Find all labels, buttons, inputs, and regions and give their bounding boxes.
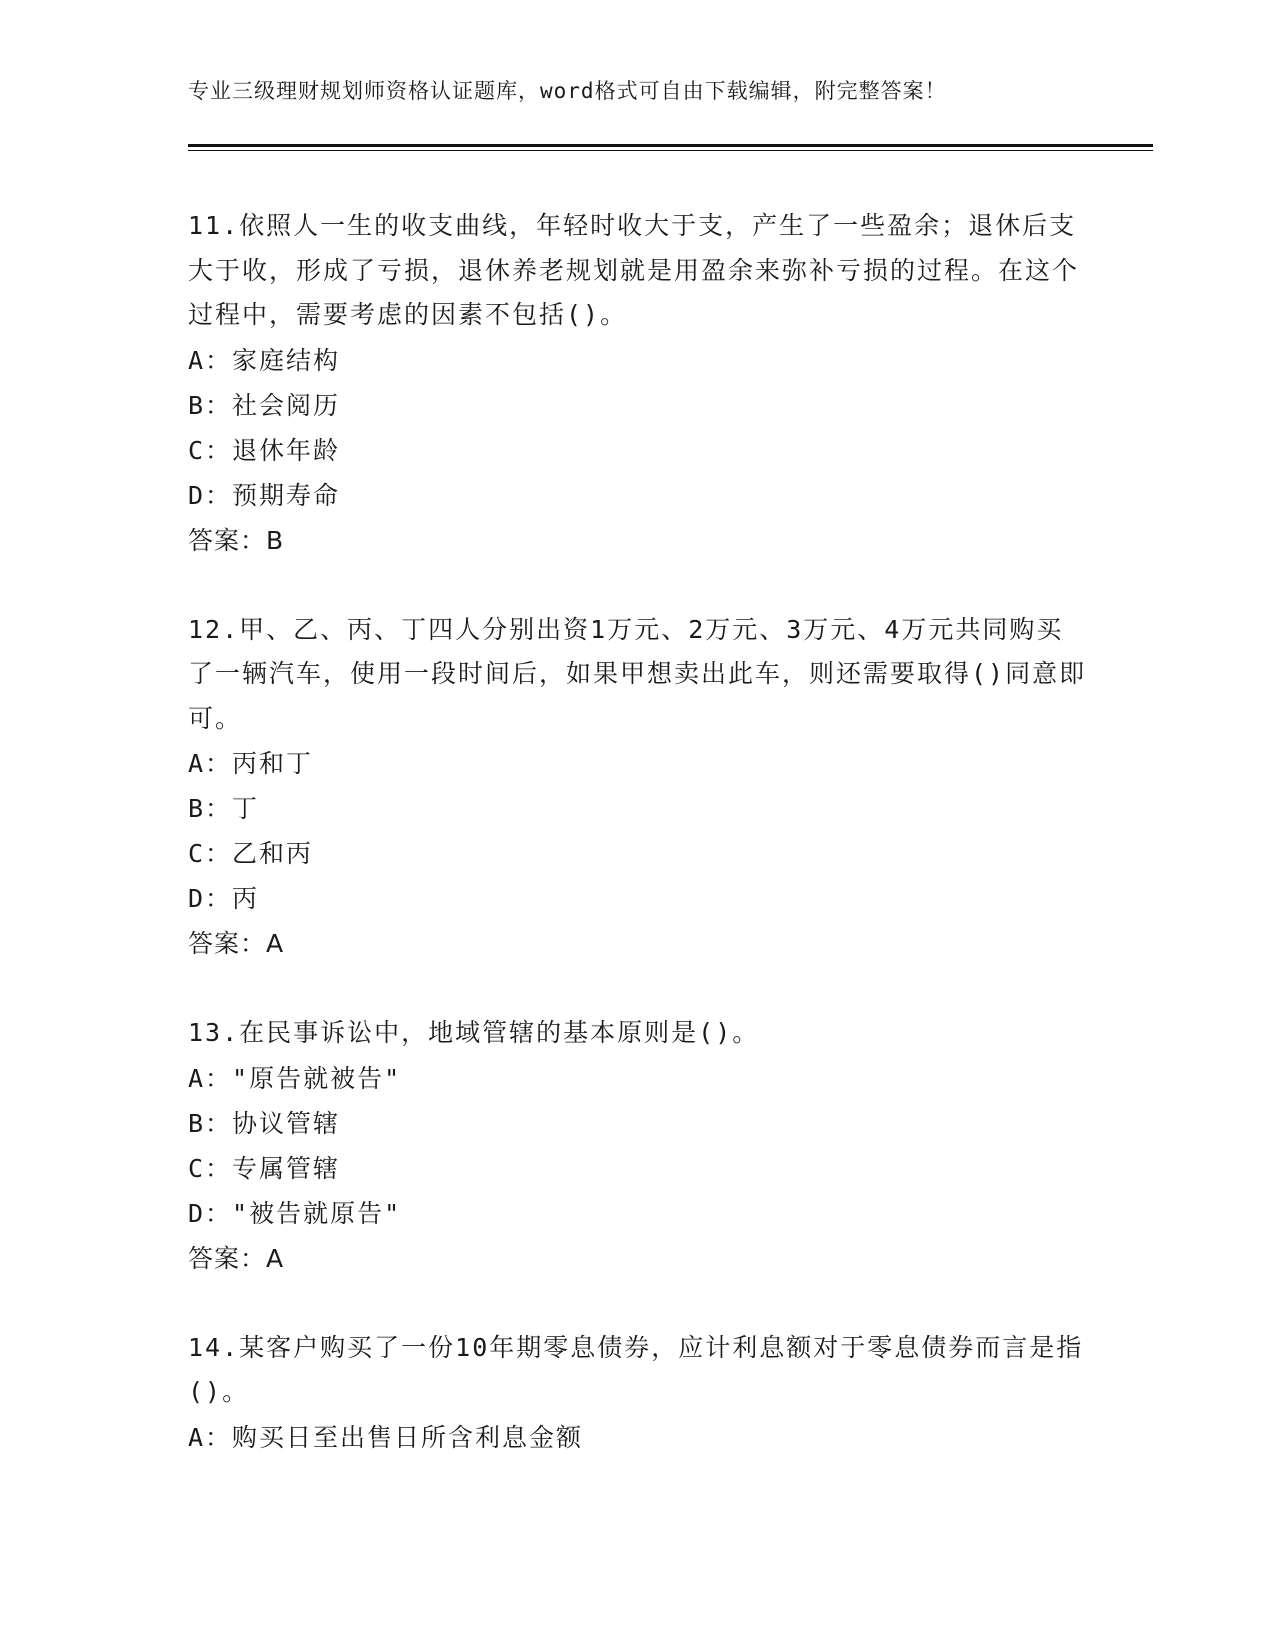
question-text: 11.依照人一生的收支曲线，年轻时收大于支，产生了一些盈余；退休后支大于收，形成了亏损，退休养老规划就是用盈余来弥补亏损的过程。在这个过程中，需要考虑的因素不包括()。 — [188, 211, 1080, 329]
answer-line: 答案：A — [188, 929, 285, 958]
question-item — [188, 608, 1088, 967]
option-b: B：社会阅历 — [188, 390, 341, 420]
question-item — [188, 204, 1088, 563]
option-a: A：丙和丁 — [188, 749, 314, 778]
question-list — [188, 204, 1088, 1505]
question-text: 14.某客户购买了一份10年期零息债券，应计利息额对于零息债券而言是指()。 — [188, 1332, 1084, 1406]
option-a: A："原告就被告" — [188, 1063, 402, 1093]
option-d: D：预期寿命 — [188, 480, 341, 510]
header-divider-thick — [188, 144, 1153, 147]
question-item — [188, 1326, 1088, 1460]
header-divider-thin — [188, 150, 1153, 151]
option-b: B：丁 — [188, 794, 260, 823]
answer-line: 答案：B — [188, 525, 285, 555]
option-c: C：退休年龄 — [188, 435, 341, 465]
option-c: C：乙和丙 — [188, 839, 314, 868]
question-text: 13.在民事诉讼中，地域管辖的基本原则是()。 — [188, 1018, 760, 1047]
option-c: C：专属管辖 — [188, 1153, 341, 1183]
question-item — [188, 1011, 1088, 1281]
answer-line: 答案：A — [188, 1243, 285, 1273]
page-header: 专业三级理财规划师资格认证题库，word格式可自由下载编辑，附完整答案！ — [188, 79, 947, 103]
option-a: A：购买日至出售日所含利息金额 — [188, 1422, 584, 1452]
option-a: A：家庭结构 — [188, 345, 341, 375]
option-d: D："被告就原告" — [188, 1198, 402, 1228]
option-d: D：丙 — [188, 884, 260, 913]
option-b: B：协议管辖 — [188, 1108, 341, 1138]
question-text: 12.甲、乙、丙、丁四人分别出资1万元、2万元、3万元、4万元共同购买了一辆汽车，使用一段时间后，如果甲想卖出此车，则还需要取得()同意即可。 — [188, 614, 1087, 733]
